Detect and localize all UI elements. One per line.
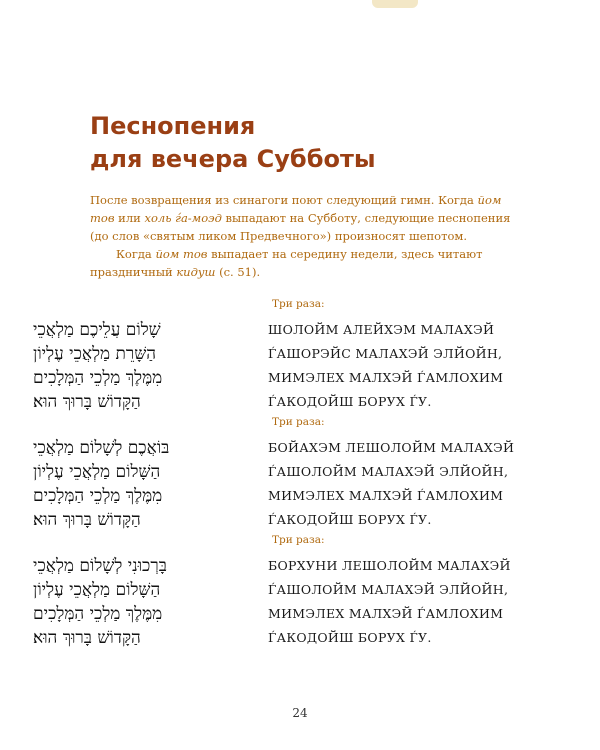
translit-line: МИМЭЛЕХ МАЛХЭЙ ЃАМЛОХИМ <box>268 370 504 385</box>
translit-line: МИМЭЛЕХ МАЛХЭЙ ЃАМЛОХИМ <box>268 488 504 503</box>
transliteration-verse <box>268 436 518 532</box>
translit-line: БОЙАХЭМ ЛЕШОЛОЙМ МАЛАХЭЙ <box>268 440 515 455</box>
intro-text <box>90 191 522 281</box>
repeat-note: Три раза: <box>272 534 325 546</box>
hebrew-line: מִמֶּלֶךְ מַלְכֵי הַמְּלָכִים <box>33 368 163 388</box>
translit-line: МИМЭЛЕХ МАЛХЭЙ ЃАМЛОХИМ <box>268 606 504 621</box>
title-line-2: для вечера Субботы <box>90 145 376 173</box>
translit-line: ЃАШОЛОЙМ МАЛАХЭЙ ЭЛЙОЙН, <box>268 464 509 479</box>
transliteration-verse <box>268 318 518 414</box>
intro-p2-term-yom-tov: йом тов <box>155 247 208 261</box>
hebrew-line: שָׁלוֹם עֲלֵיכֶם מַלְאֲכֵי <box>33 320 161 340</box>
intro-p2-text-c: (с. 51). <box>215 265 261 279</box>
hebrew-line: הַקָּדוֹשׁ בָּרוּךְ הוּא׃ <box>33 510 141 530</box>
hebrew-line: הַשָּׁלוֹם מַלְאֲכֵי עֶלְיוֹן <box>33 462 161 482</box>
intro-p2-text-a: Когда <box>116 247 156 261</box>
page-title <box>90 110 376 176</box>
intro-p1-term-hol-hamoed: холь ѓа-моэд <box>144 211 222 225</box>
hebrew-line: הַשָּׁרֵת מַלְאֲכֵי עֶלְיוֹן <box>33 344 157 364</box>
page-number: 24 <box>292 706 308 720</box>
translit-line: ЃАКОДОЙШ БОРУХ ЃУ. <box>268 394 432 409</box>
hebrew-verse <box>33 554 253 650</box>
transliteration-verse <box>268 554 518 650</box>
translit-line: ЃАКОДОЙШ БОРУХ ЃУ. <box>268 630 432 645</box>
translit-line: ЃАКОДОЙШ БОРУХ ЃУ. <box>268 512 432 527</box>
repeat-note: Три раза: <box>272 416 325 428</box>
intro-p1-text-a: После возвращения из синагоги поют следующий гимн. Когда <box>90 193 478 207</box>
hebrew-line: בָּרְכוּנִי לְשָׁלוֹם מַלְאֲכֵי <box>33 556 167 576</box>
hebrew-line: הַשָּׁלוֹם מַלְאֲכֵי עֶלְיוֹן <box>33 580 161 600</box>
hebrew-line: הַקָּדוֹשׁ בָּרוּךְ הוּא׃ <box>33 392 141 412</box>
hebrew-verse <box>33 436 253 532</box>
intro-p1-text-c: выпадают на Субботу, следующие песнопения (до слов «святым ликом Предвечного») произносят шепотом. <box>90 211 511 243</box>
intro-p1-text-b: или <box>114 211 145 225</box>
intro-paragraph-2 <box>90 245 522 281</box>
intro-p2-term-kiddush: кидуш <box>176 265 216 279</box>
repeat-note: Три раза: <box>272 298 325 310</box>
title-line-1: Песнопения <box>90 112 256 140</box>
translit-line: БОРХУНИ ЛЕШОЛОЙМ МАЛАХЭЙ <box>268 558 511 573</box>
page-corner-tab <box>372 0 418 8</box>
hebrew-verse <box>33 318 253 414</box>
hebrew-line: בּוֹאֲכֶם לְשָׁלוֹם מַלְאֲכֵי <box>33 438 170 458</box>
hebrew-line: מִמֶּלֶךְ מַלְכֵי הַמְּלָכִים <box>33 486 163 506</box>
translit-line: ЃАШОЛОЙМ МАЛАХЭЙ ЭЛЙОЙН, <box>268 582 509 597</box>
translit-line: ЃАШОРЭЙС МАЛАХЭЙ ЭЛЙОЙН, <box>268 346 503 361</box>
intro-p2-text-b: выпадает на середину недели, здесь читают праздничный <box>90 247 483 279</box>
translit-line: ШОЛОЙМ АЛЕЙХЭМ МАЛАХЭЙ <box>268 322 495 337</box>
hebrew-line: הַקָּדוֹשׁ בָּרוּךְ הוּא׃ <box>33 628 141 648</box>
intro-paragraph-1 <box>90 191 522 245</box>
intro-p1-term-yom-tov: йом тов <box>90 193 502 225</box>
hebrew-line: מִמֶּלֶךְ מַלְכֵי הַמְּלָכִים <box>33 604 163 624</box>
